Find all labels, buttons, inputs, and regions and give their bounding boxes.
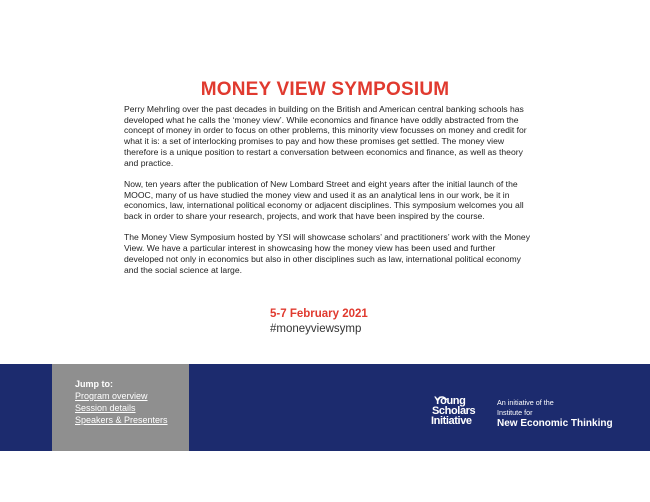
initiative-line-1: An initiative of the: [497, 398, 554, 407]
jump-to-panel: [52, 364, 189, 451]
event-date: 5-7 February 2021: [270, 308, 368, 320]
initiative-line-2: Institute for: [497, 408, 533, 417]
logo-line-initiative: Initiative: [431, 415, 472, 427]
jump-to-label: Jump to:: [75, 379, 113, 389]
paragraph-3: The Money View Symposium hosted by YSI will showcase scholars’ and practitioners’ work with the Money View. We have a particular interest in showcasing how the money view has been used and further developed not only in economics but also in other disciplines such as law, international political economy and the social science at large.: [124, 232, 530, 275]
inet-credit[interactable]: [497, 398, 613, 430]
ysi-logo[interactable]: [431, 396, 475, 426]
page-title: MONEY VIEW SYMPOSIUM: [200, 78, 450, 100]
intro-text: [124, 104, 534, 286]
event-hashtag: #moneyviewsymp: [270, 323, 362, 335]
link-session-details[interactable]: Session details: [75, 403, 136, 413]
paragraph-1: Perry Mehrling over the past decades in building on the British and American central banking schools has developed what he calls the ‘money view’. While economics and finance have oddly abstracted from the concept of money in order to focus on other problems, this minority view focusses on money and credit for what it is: a set of interlocking promises to pay and how these promises get settled. The money view therefore is a unique position to restart a conversation between economics and finance, as well as theory and practice.: [124, 104, 527, 168]
initiative-line-3: New Economic Thinking: [497, 418, 613, 429]
logo-line-scholars: Scholars: [432, 405, 476, 417]
paragraph-2: Now, ten years after the publication of New Lombard Street and eight years after the initial launch of the MOOC, many of us have studied the money view and used it as an analytical lens in our work, be it in economics, law, international political economy or adjacent disciplines. This symposium welcomes you all back in order to share your research, projects, and work that have been inspired by the course.: [124, 178, 524, 222]
link-program-overview[interactable]: Program overview: [75, 391, 148, 401]
logo-line-young: Young: [434, 395, 466, 407]
footer-bar: [0, 364, 650, 451]
link-speakers-presenters[interactable]: Speakers & Presenters: [75, 415, 168, 425]
